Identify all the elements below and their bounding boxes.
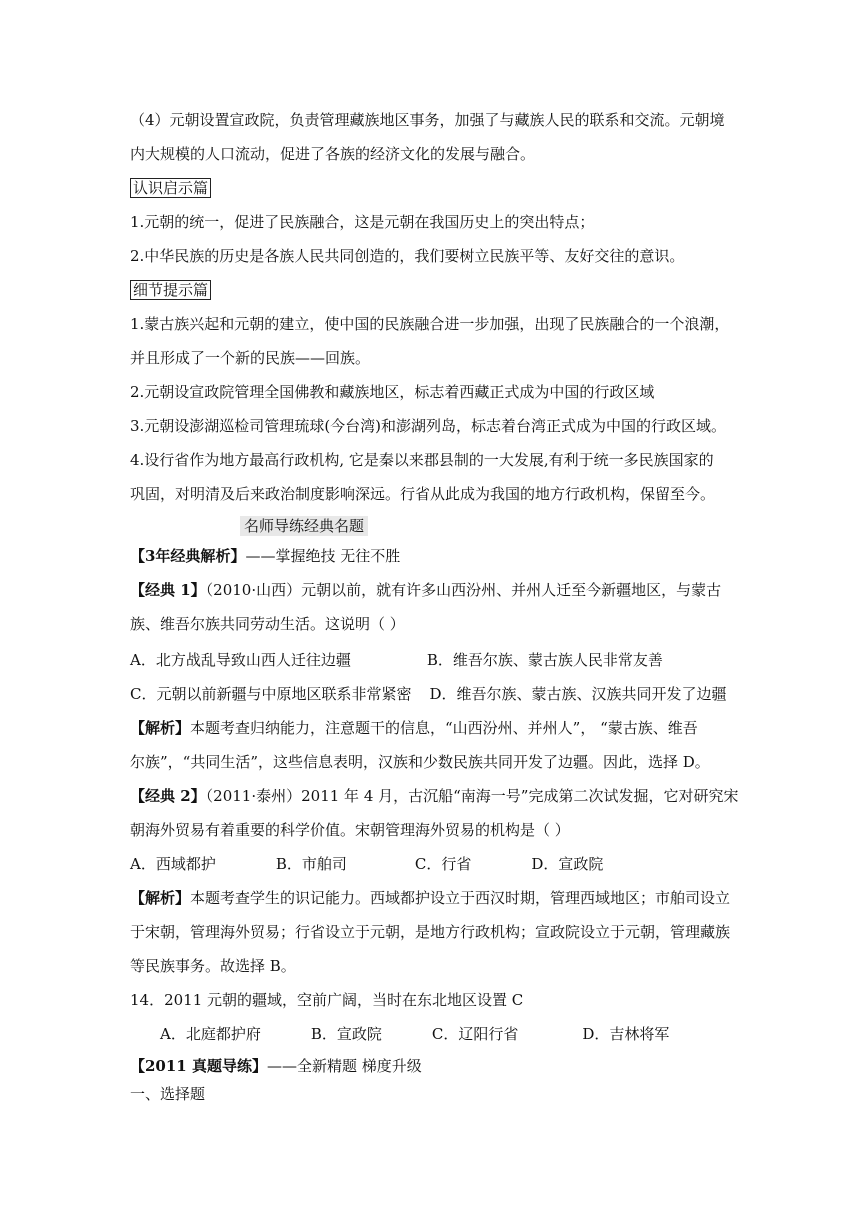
- option-a: A．北方战乱导致山西人迁往边疆: [130, 651, 351, 669]
- xijie-item-4-line-2: 巩固，对明清及后来政治制度影响深远。行省从此成为我国的地方行政机构，保留至今。: [130, 485, 716, 503]
- jingdian-1-line-2: 族、维吾尔族共同劳动生活。这说明（ ）: [130, 615, 405, 633]
- jiexi-1-label: 【解析】: [130, 719, 191, 737]
- xijie-item-2: 2.元朝设宣政院管理全国佛教和藏族地区，标志着西藏正式成为中国的行政区域: [130, 383, 655, 401]
- option-d: D．吉林将军: [582, 1025, 670, 1043]
- san-nian-heading: [130, 546, 400, 566]
- jiexi-2-text: 本题考查学生的识记能力。西域都护设立于西汉时期，管理西域地区；市舶司设立: [190, 889, 731, 907]
- option-a: A．北庭都护府: [160, 1025, 261, 1043]
- jiexi-1-line-2: 尔族”，“共同生活”，这些信息表明，汉族和少数民族共同开发了边疆。因此，选择 D。: [130, 753, 710, 771]
- option-b: B．市舶司: [275, 855, 347, 873]
- jingdian-1-options-row-1: [130, 650, 663, 670]
- zhenti-heading: [130, 1056, 422, 1076]
- jingdian-1-line-1: [130, 580, 721, 600]
- center-title-text: 名师导练经典名题: [240, 516, 368, 536]
- option-a: A．西域都护: [130, 855, 216, 873]
- jingdian-2-options: [130, 854, 603, 874]
- center-title: [240, 516, 368, 536]
- option-d: D．宣政院: [531, 855, 604, 873]
- section-one-heading: 一、选择题: [130, 1085, 206, 1103]
- san-nian-heading-bold: 【3年经典解析】: [130, 547, 246, 565]
- san-nian-heading-tail: ——掌握绝技 无往不胜: [245, 547, 401, 565]
- renshi-item-2: 2.中华民族的历史是各族人民共同创造的，我们要树立民族平等、友好交往的意识。: [130, 247, 685, 265]
- jiexi-2-line-1: [130, 888, 730, 908]
- question-14: 14．2011 元朝的疆域，空前广阔，当时在东北地区设置 C: [130, 991, 524, 1009]
- renshi-item-1: 1.元朝的统一，促进了民族融合，这是元朝在我国历史上的突出特点；: [130, 213, 595, 231]
- xijie-item-4-line-1: 4.设行省作为地方最高行政机构, 它是秦以来郡县制的一大发展,有利于统一多民族国家的: [130, 451, 714, 469]
- zhenti-heading-bold: 【2011 真题导练】: [130, 1057, 267, 1075]
- xijie-item-3: 3.元朝设澎湖巡检司管理琉球(今台湾)和澎湖列岛，标志着台湾正式成为中国的行政区域。: [130, 417, 727, 435]
- section-label-renshi-text: 认识启示篇: [130, 178, 211, 198]
- jiexi-1-line-1: [130, 718, 698, 738]
- jingdian-2-label: 【经典 2】: [130, 787, 206, 805]
- section-label-xijie-text: 细节提示篇: [130, 280, 211, 300]
- option-c: C．辽阳行省: [431, 1025, 519, 1043]
- section-label-renshi: [130, 178, 211, 198]
- jingdian-1-options-row-2: [130, 684, 727, 704]
- option-b: B．维吾尔族、蒙古族人民非常友善: [426, 651, 663, 669]
- xijie-item-1-line-2: 并且形成了一个新的民族——回族。: [130, 349, 371, 367]
- jiexi-2-line-3: 等民族事务。故选择 B。: [130, 957, 296, 975]
- jiexi-2-label: 【解析】: [130, 889, 191, 907]
- option-c: C．行省: [414, 855, 472, 873]
- question-14-options: [160, 1024, 669, 1044]
- paragraph-4-line-1: （4）元朝设置宣政院，负责管理藏族地区事务，加强了与藏族人民的联系和交流。元朝境: [130, 111, 725, 129]
- jingdian-1-text: （2010·山西）元朝以前，就有许多山西汾州、并州人迁至今新疆地区，与蒙古: [205, 581, 722, 599]
- zhenti-heading-tail: ——全新精题 梯度升级: [266, 1057, 422, 1075]
- option-d: D．维吾尔族、蒙古族、汉族共同开发了边疆: [429, 685, 727, 703]
- paragraph-4-line-2: 内大规模的人口流动，促进了各族的经济文化的发展与融合。: [130, 145, 536, 163]
- section-label-xijie: [130, 280, 211, 300]
- xijie-item-1-line-1: 1.蒙古族兴起和元朝的建立，使中国的民族融合进一步加强，出现了民族融合的一个浪潮，: [130, 315, 730, 333]
- jingdian-1-label: 【经典 1】: [130, 581, 206, 599]
- jiexi-1-text: 本题考查归纳能力，注意题干的信息，“山西汾州、并州人”， “蒙古族、维吾: [190, 719, 698, 737]
- jingdian-2-line-2: 朝海外贸易有着重要的科学价值。宋朝管理海外贸易的机构是（ ）: [130, 821, 570, 839]
- option-c: C．元朝以前新疆与中原地区联系非常紧密: [130, 685, 412, 703]
- jingdian-2-text: （2011·泰州）2011 年 4 月，古沉船“南海一号”完成第二次试发掘，它对研究宋: [205, 787, 739, 805]
- jingdian-2-line-1: [130, 786, 738, 806]
- option-b: B．宣政院: [310, 1025, 382, 1043]
- jiexi-2-line-2: 于宋朝，管理海外贸易；行省设立于元朝，是地方行政机构；宣政院设立于元朝，管理藏族: [130, 923, 731, 941]
